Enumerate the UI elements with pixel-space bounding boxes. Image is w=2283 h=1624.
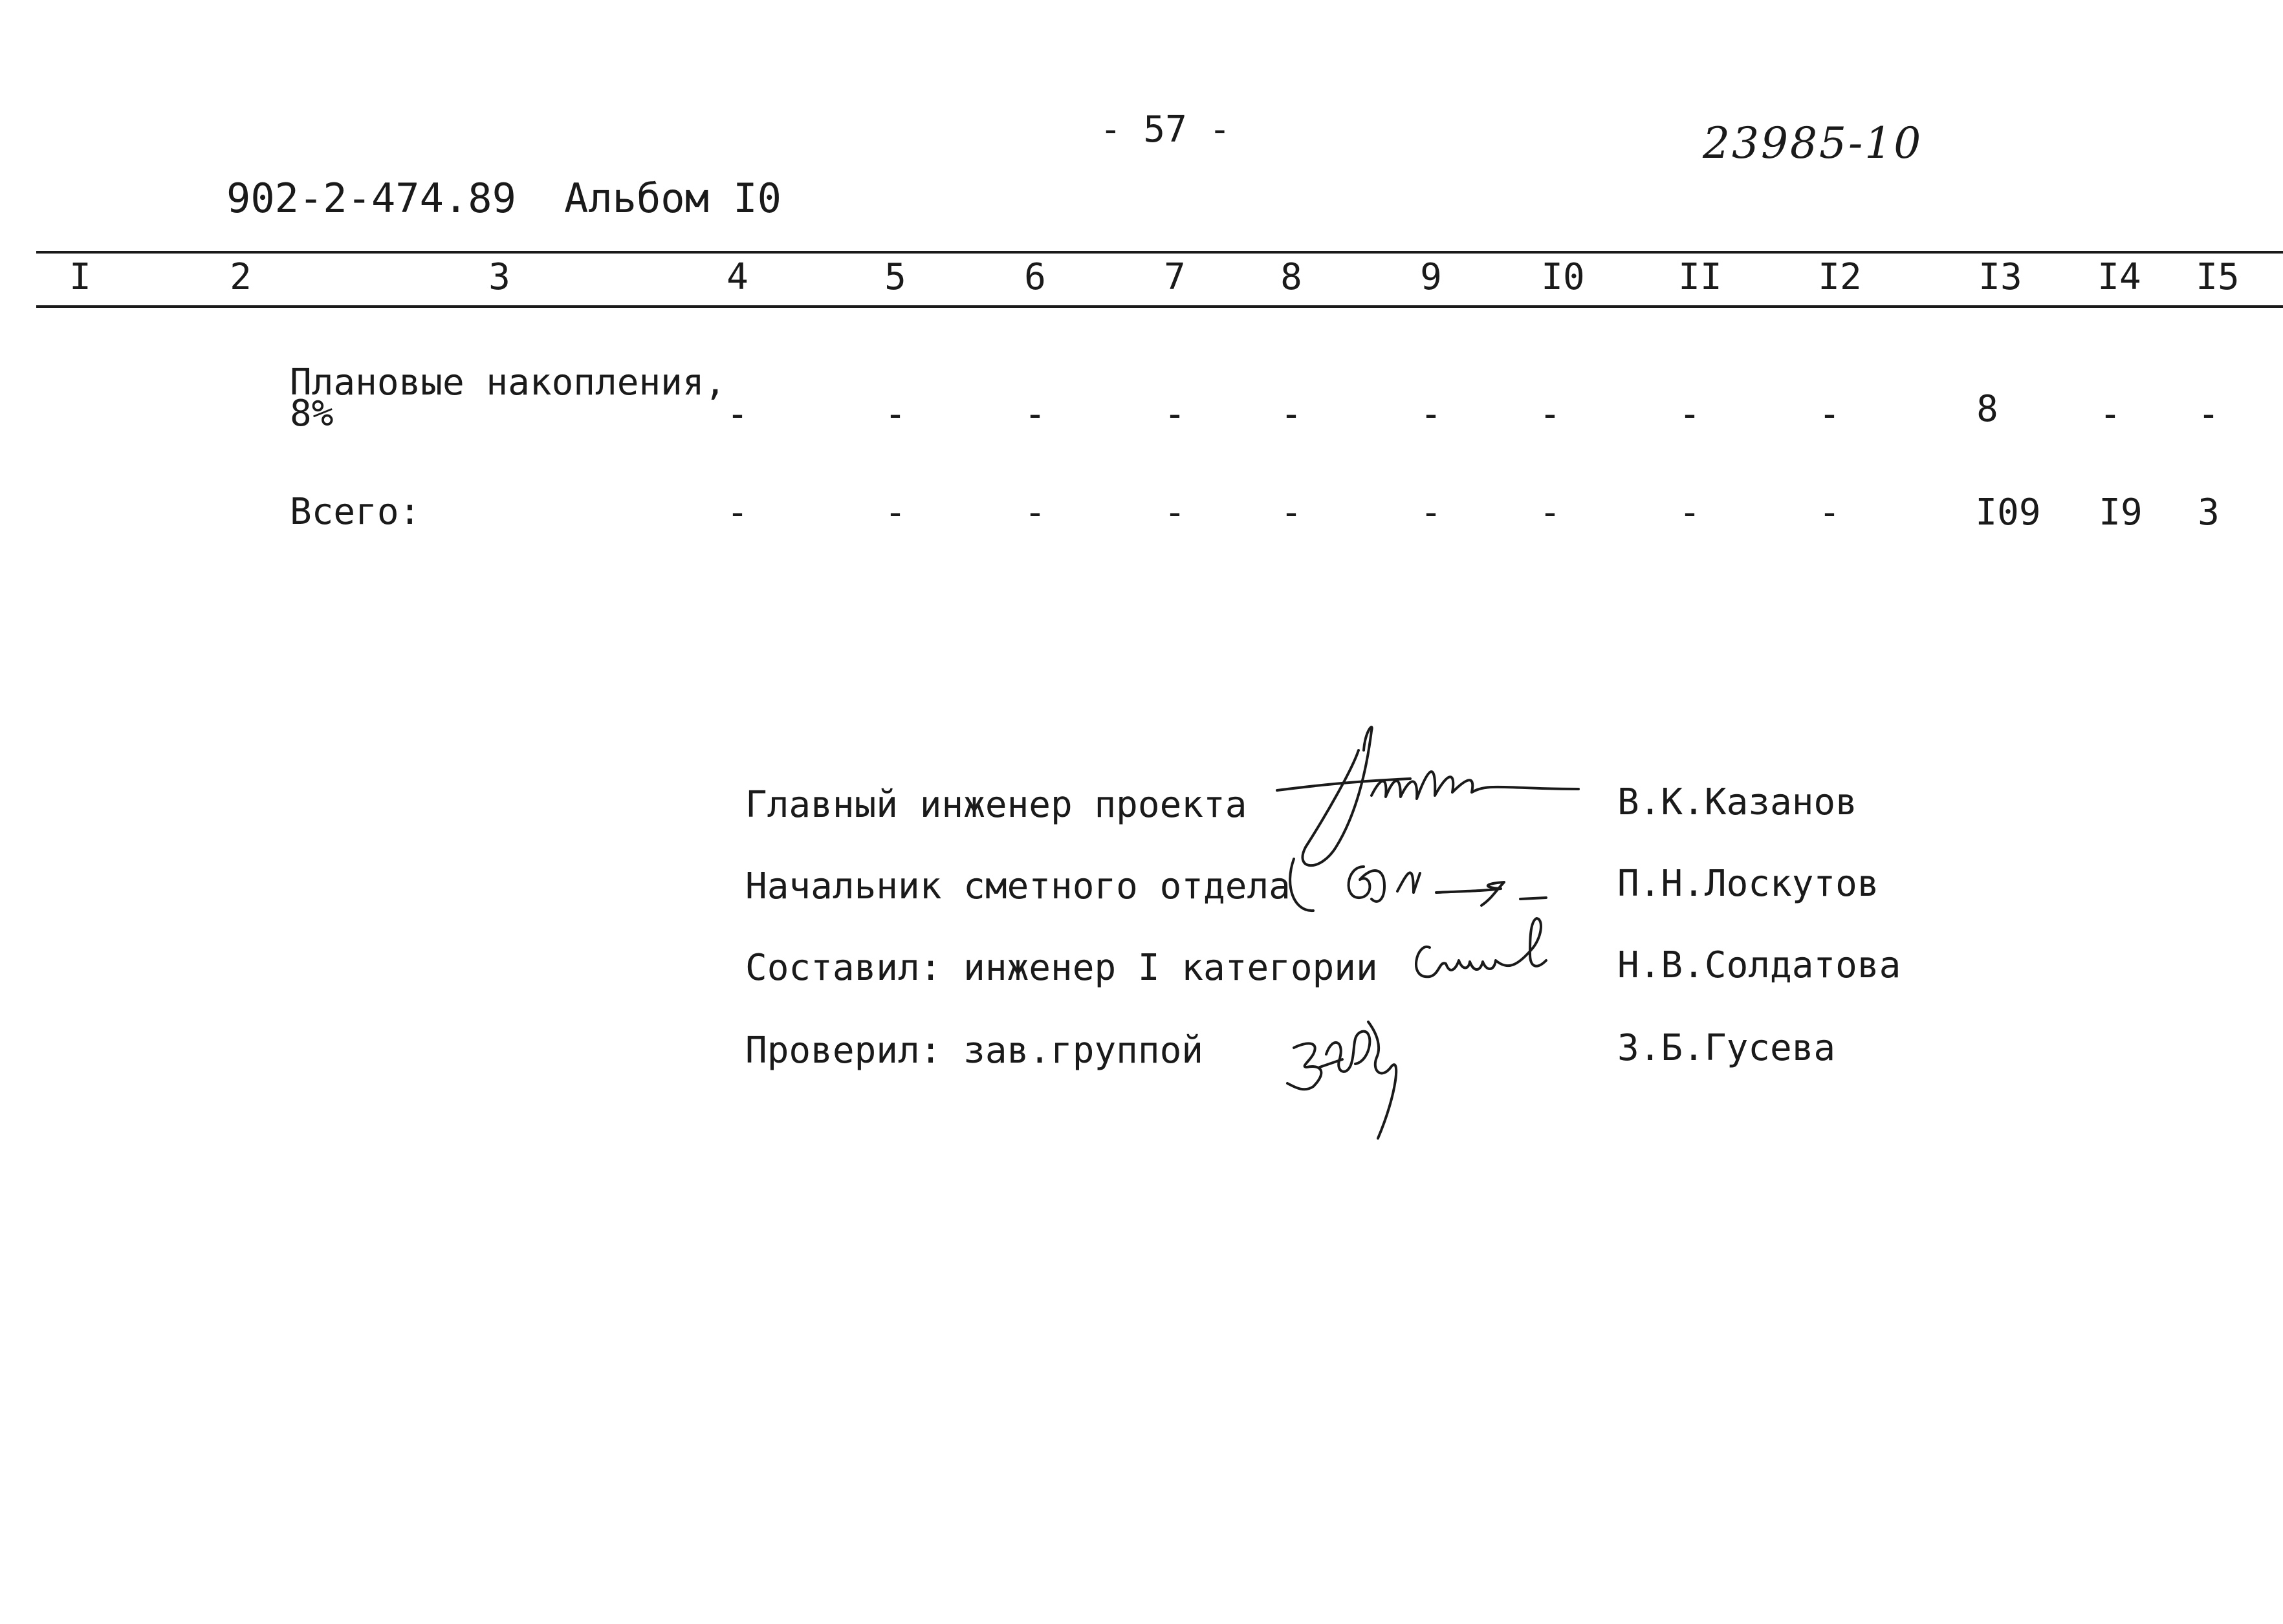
table-cell: 3 bbox=[2198, 492, 2220, 534]
signer-role: Проверил: зав.группой bbox=[745, 1030, 1204, 1072]
table-cell: - bbox=[1420, 492, 1442, 534]
table-cell: - bbox=[726, 393, 748, 435]
table-cell: - bbox=[1679, 492, 1701, 534]
column-header: 6 bbox=[1024, 256, 1046, 298]
album-label: Альбом I0 bbox=[564, 175, 781, 222]
column-header: I bbox=[69, 256, 91, 298]
signer-name: П.Н.Лоскутов bbox=[1617, 863, 1879, 905]
signer-name: Н.В.Солдатова bbox=[1617, 944, 1901, 986]
row-label-continuation: 8% bbox=[290, 393, 334, 435]
signer-role: Главный инженер проекта bbox=[745, 784, 1247, 826]
signature-compiler bbox=[1410, 915, 1578, 993]
table-cell: - bbox=[1539, 492, 1561, 534]
column-header: I4 bbox=[2097, 256, 2141, 298]
table-top-rule bbox=[36, 251, 2283, 254]
table-cell: - bbox=[2099, 393, 2121, 435]
column-header: I0 bbox=[1541, 256, 1585, 298]
column-header: 8 bbox=[1280, 256, 1302, 298]
table-cell: I9 bbox=[2099, 492, 2143, 534]
table-cell: - bbox=[1539, 393, 1561, 435]
table-cell: - bbox=[1819, 393, 1841, 435]
table-cell: - bbox=[1164, 393, 1186, 435]
column-header: 4 bbox=[726, 256, 748, 298]
column-header: 7 bbox=[1164, 256, 1186, 298]
signer-role: Составил: инженер I категории bbox=[745, 947, 1378, 989]
signature-estimate-dept-head bbox=[1287, 841, 1611, 918]
column-header: I2 bbox=[1818, 256, 1862, 298]
signature-checker bbox=[1281, 1009, 1436, 1138]
document-code: 23985-10 bbox=[1703, 118, 1923, 168]
column-header: I3 bbox=[1978, 256, 2022, 298]
table-cell: - bbox=[1280, 393, 1302, 435]
table-header-rule bbox=[36, 305, 2283, 308]
project-code: 902-2-474.89 bbox=[226, 175, 516, 222]
table-cell: - bbox=[884, 492, 906, 534]
table-cell: 8 bbox=[1976, 388, 1998, 430]
table-cell: - bbox=[1420, 393, 1442, 435]
column-header: 3 bbox=[488, 256, 510, 298]
table-cell: - bbox=[1280, 492, 1302, 534]
signer-role: Начальник сметного отдела bbox=[745, 865, 1291, 907]
page-number: - 57 - bbox=[1100, 109, 1231, 151]
table-cell: - bbox=[1679, 393, 1701, 435]
column-header: II bbox=[1678, 256, 1722, 298]
column-header: 9 bbox=[1420, 256, 1442, 298]
table-cell: I09 bbox=[1975, 492, 2041, 534]
table-cell: - bbox=[884, 393, 906, 435]
table-cell: - bbox=[1164, 492, 1186, 534]
column-header: 2 bbox=[230, 256, 252, 298]
signer-name: З.Б.Гусева bbox=[1617, 1027, 1836, 1069]
row-label: Всего: bbox=[290, 491, 421, 533]
table-cell: - bbox=[726, 492, 748, 534]
table-cell: - bbox=[2198, 393, 2220, 435]
signer-name: В.К.Казанов bbox=[1617, 781, 1857, 823]
column-header: 5 bbox=[884, 256, 906, 298]
table-cell: - bbox=[1024, 393, 1046, 435]
column-header: I5 bbox=[2196, 256, 2240, 298]
table-cell: - bbox=[1819, 492, 1841, 534]
table-cell: - bbox=[1024, 492, 1046, 534]
row-label: Плановые накопления, bbox=[290, 362, 726, 404]
